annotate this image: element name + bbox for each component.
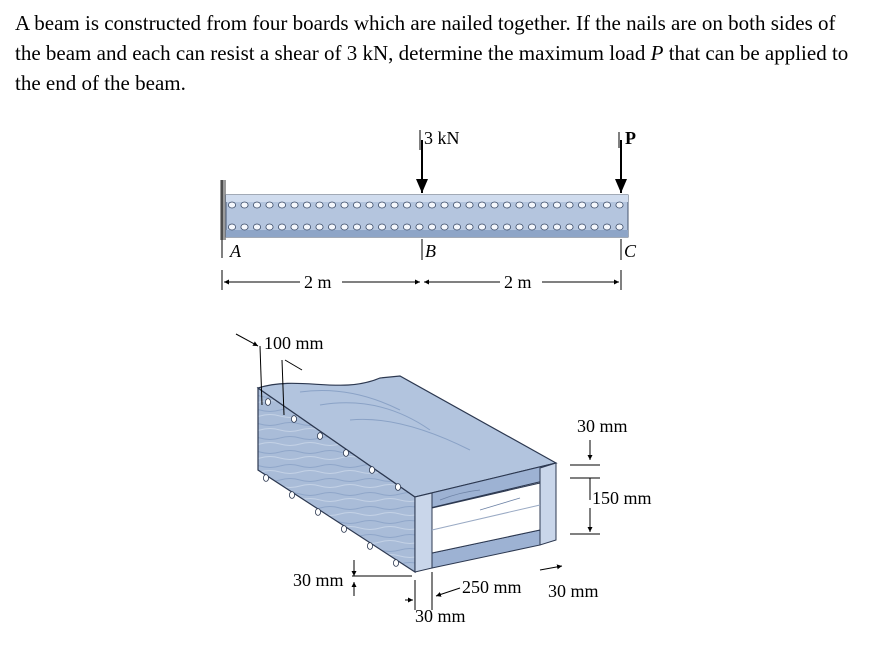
nail-icon <box>528 224 535 230</box>
nail-icon <box>341 224 348 230</box>
nail-icon <box>516 202 523 208</box>
nail-icon <box>453 202 460 208</box>
nail-icon <box>591 224 598 230</box>
problem-text-end: that can be applied to the end of the beam. <box>15 41 849 95</box>
nail-icon <box>266 202 273 208</box>
nail-icon <box>291 224 298 230</box>
nail-icon <box>416 224 423 230</box>
nail-icon <box>441 224 448 230</box>
nail-icon <box>503 224 510 230</box>
nail-icon <box>366 224 373 230</box>
nail-icon <box>578 202 585 208</box>
nail-icon <box>241 224 248 230</box>
nail-icon <box>303 202 310 208</box>
nail-icon <box>341 202 348 208</box>
point-b-label: B <box>425 241 436 261</box>
nail-icon <box>316 202 323 208</box>
nail-icon <box>228 224 235 230</box>
nail-icon <box>553 202 560 208</box>
wall-support <box>220 180 226 240</box>
left-side-thickness-label: 30 mm <box>415 606 466 626</box>
nail-icon <box>366 202 373 208</box>
top-thickness-label: 30 mm <box>577 416 628 436</box>
nail-icon <box>603 224 610 230</box>
nail-icon <box>328 224 335 230</box>
nail-icon <box>343 450 348 457</box>
point-a-label: A <box>230 241 241 261</box>
nail-icon <box>491 202 498 208</box>
right-side-board <box>540 463 556 545</box>
nail-icon <box>291 202 298 208</box>
nail-icon <box>503 202 510 208</box>
nail-icon <box>303 224 310 230</box>
nail-icon <box>395 484 400 491</box>
nail-icon <box>541 224 548 230</box>
web-height-label: 150 mm <box>592 488 652 508</box>
nail-icon <box>616 202 623 208</box>
nail-icon <box>516 224 523 230</box>
nail-icon <box>289 492 294 499</box>
nail-icon <box>428 202 435 208</box>
nail-icon <box>441 202 448 208</box>
nail-icon <box>353 224 360 230</box>
nail-icon <box>541 202 548 208</box>
nail-icon <box>491 224 498 230</box>
bottom-thickness-label: 30 mm <box>293 570 344 590</box>
nail-icon <box>428 224 435 230</box>
nail-icon <box>578 224 585 230</box>
nail-icon <box>369 467 374 474</box>
nail-icon <box>378 224 385 230</box>
nail-icon <box>317 433 322 440</box>
nail-icon <box>328 202 335 208</box>
nail-icon <box>403 202 410 208</box>
nail-icon <box>416 202 423 208</box>
nail-icon <box>241 202 248 208</box>
section-figure <box>236 333 652 626</box>
problem-text-start: A beam is constructed from four boards which are nailed together. If the nails are on both sides of the beam and each can resist a shear of 3 kN, determine the maximum load <box>15 11 836 65</box>
nail-icon <box>391 224 398 230</box>
nail-icon <box>367 543 372 550</box>
nail-icon <box>603 202 610 208</box>
nail-icon <box>291 416 296 423</box>
nail-icon <box>453 224 460 230</box>
nail-icon <box>566 224 573 230</box>
end-load-label: P <box>625 128 636 148</box>
nail-icon <box>466 202 473 208</box>
nail-icon <box>278 224 285 230</box>
nail-icon <box>228 202 235 208</box>
nail-icon <box>278 202 285 208</box>
nail-icon <box>253 224 260 230</box>
nail-icon <box>553 224 560 230</box>
nail-icon <box>266 224 273 230</box>
nail-icon <box>341 526 346 533</box>
nail-icon <box>566 202 573 208</box>
nail-icon <box>316 224 323 230</box>
nail-icon <box>263 475 268 482</box>
point-c-label: C <box>624 241 637 261</box>
nail-icon <box>378 202 385 208</box>
nail-icon <box>403 224 410 230</box>
nail-icon <box>528 202 535 208</box>
load-symbol: P <box>650 41 664 65</box>
side-thickness-label: 30 mm <box>548 581 599 601</box>
nail-icon <box>393 560 398 567</box>
nail-icon <box>591 202 598 208</box>
nail-icon <box>353 202 360 208</box>
inner-width-label: 250 mm <box>462 577 522 597</box>
nail-icon <box>478 202 485 208</box>
beam-figure <box>220 128 637 292</box>
nail-icon <box>478 224 485 230</box>
mid-load-label: 3 kN <box>424 128 460 148</box>
nail-icon <box>265 399 270 406</box>
nail-icon <box>315 509 320 516</box>
span-ab-label: 2 m <box>304 272 332 292</box>
nail-icon <box>466 224 473 230</box>
nail-icon <box>253 202 260 208</box>
span-bc-label: 2 m <box>504 272 532 292</box>
nail-icon <box>391 202 398 208</box>
nail-icon <box>616 224 623 230</box>
nail-spacing-label: 100 mm <box>264 333 324 353</box>
